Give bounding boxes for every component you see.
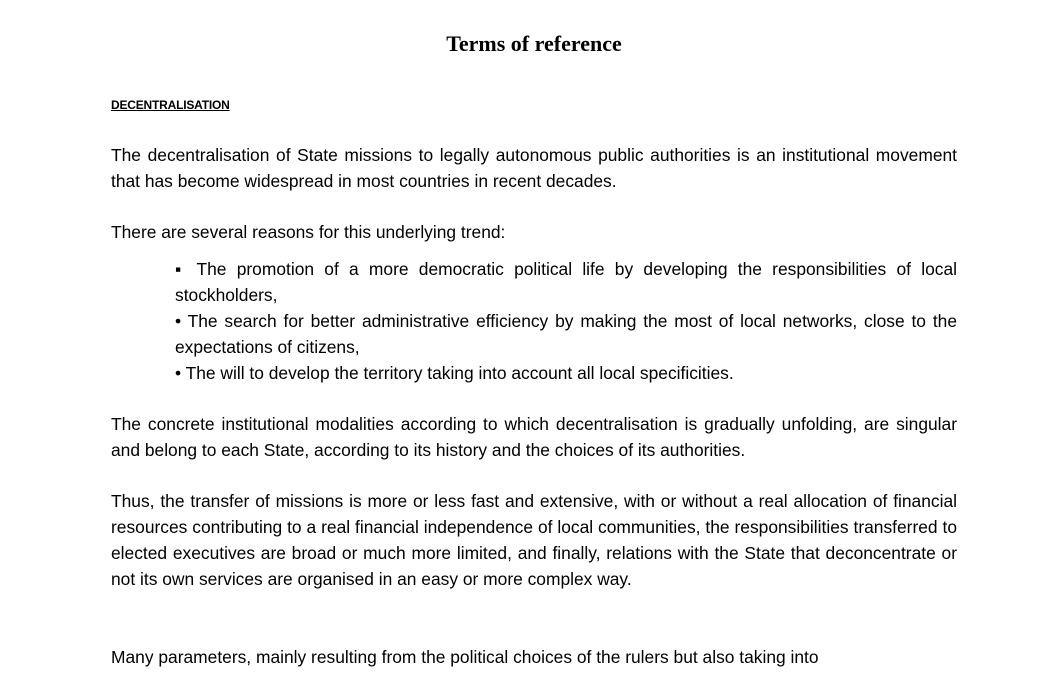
reason-item-territory-development: • The will to develop the territory taking into account all local specificities. — [175, 363, 734, 383]
reason-item-democratic-life: ▪ The promotion of a more democratic political life by developing the responsibilities of local stockholders, — [175, 259, 957, 305]
reason-item-administrative-efficiency: • The search for better administrative efficiency by making the most of local networks, close to the expectations of citizens, — [175, 311, 957, 357]
reasons-list — [175, 256, 957, 386]
intro-paragraph: The decentralisation of State missions to legally autonomous public authorities is an institutional movement that has become widespread in most countries in recent decades. — [111, 145, 957, 191]
reasons-lead-paragraph: There are several reasons for this underlying trend: — [111, 222, 506, 242]
document-title: Terms of reference — [446, 31, 622, 56]
transfer-paragraph: Thus, the transfer of missions is more or less fast and extensive, with or without a real allocation of financial resources contributing to a real financial independence of local communities, the responsibilities transferred to elected executives are broad or much more limited, and finally, relations with the State that deconcentrate or not its own services are organised in an easy or more complex way. — [111, 491, 957, 589]
parameters-paragraph: Many parameters, mainly resulting from the political choices of the rulers but also taking into — [111, 647, 819, 667]
modalities-paragraph: The concrete institutional modalities according to which decentralisation is gradually unfolding, are singular and belong to each State, according to its history and the choices of its authorities. — [111, 414, 957, 460]
section-heading: DECENTRALISATION — [111, 98, 230, 112]
